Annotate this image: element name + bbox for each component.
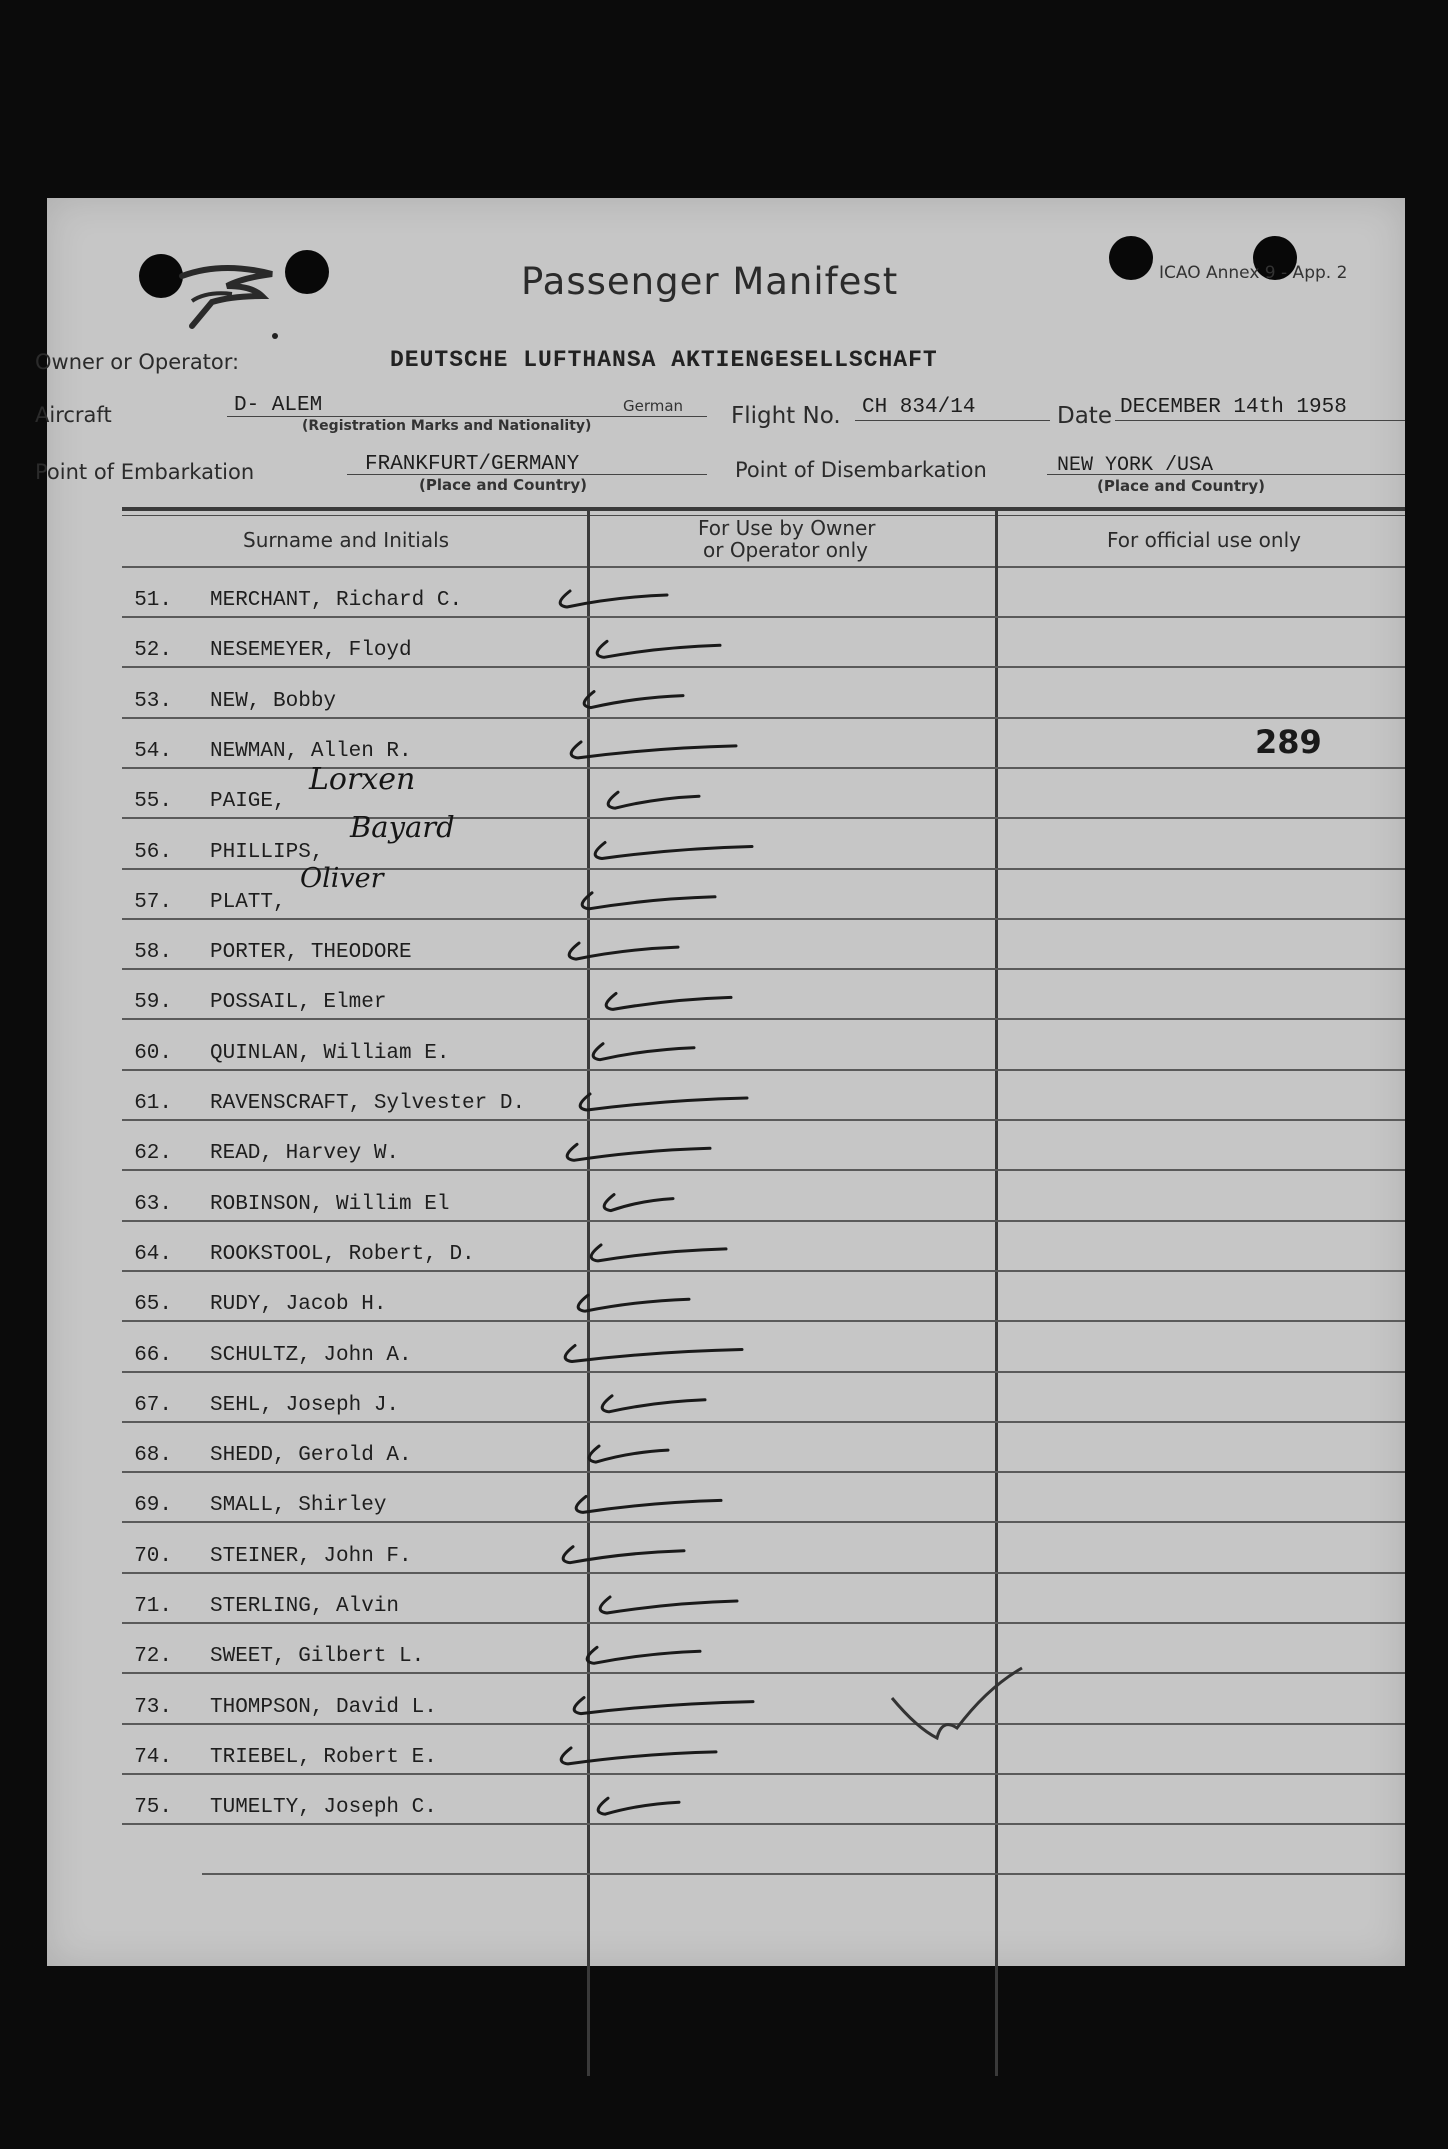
passenger-name: NEWMAN, Allen R. <box>210 739 412 763</box>
passenger-name: PHILLIPS, <box>210 840 324 864</box>
passenger-name: MERCHANT, Richard C. <box>210 589 463 612</box>
disembark-label: Point of Disembarkation <box>735 458 987 482</box>
aircraft-value: D- ALEM <box>234 394 323 417</box>
passenger-name: RAVENSCRAFT, Sylvester D. <box>210 1092 526 1115</box>
col-official-header: For official use only <box>1107 528 1301 552</box>
form-title: Passenger Manifest <box>521 260 899 303</box>
passenger-number: 56. <box>134 840 172 864</box>
passenger-name: STEINER, John F. <box>210 1544 412 1568</box>
passenger-number: 51. <box>134 589 172 612</box>
tick-mark <box>569 943 678 959</box>
col-owner-header-2: or Operator only <box>703 538 868 562</box>
tick-mark <box>571 742 736 758</box>
passenger-name: SMALL, Shirley <box>210 1494 387 1518</box>
owner-label: Owner or Operator: <box>35 350 240 374</box>
aircraft-nationality: German <box>623 397 684 415</box>
passenger-name: SHEDD, Gerold A. <box>210 1444 412 1468</box>
passenger-name: THOMPSON, David L. <box>210 1695 437 1719</box>
passenger-number: 75. <box>134 1796 172 1820</box>
passenger-number: 53. <box>134 689 172 713</box>
passenger-name: QUINLAN, William E. <box>210 1041 450 1065</box>
embark-caption: (Place and Country) <box>419 476 588 494</box>
tick-mark <box>584 692 683 708</box>
passenger-number: 68. <box>134 1444 172 1468</box>
tick-mark <box>563 1547 684 1563</box>
tick-mark <box>576 1496 721 1512</box>
tick-mark <box>561 1748 716 1764</box>
tick-mark <box>600 1597 737 1613</box>
passenger-number: 72. <box>134 1645 172 1669</box>
tick-mark <box>597 641 720 657</box>
tick-mark <box>582 893 715 909</box>
passenger-number: 65. <box>134 1293 172 1317</box>
passenger-name: PORTER, THEODORE <box>210 941 412 965</box>
passenger-number: 69. <box>134 1494 172 1518</box>
passenger-name: TRIEBEL, Robert E. <box>210 1745 437 1769</box>
passenger-name: SCHULTZ, John A. <box>210 1343 412 1367</box>
tick-marks-layer <box>47 198 1405 1966</box>
tick-mark <box>598 1798 679 1814</box>
passenger-number: 73. <box>134 1695 172 1719</box>
handwritten-platt: Oliver <box>300 863 384 894</box>
passenger-number: 54. <box>134 739 172 763</box>
tick-mark <box>587 1647 700 1663</box>
tick-mark <box>608 792 699 808</box>
col-surname-header: Surname and Initials <box>243 528 450 552</box>
aircraft-caption: (Registration Marks and Nationality) <box>302 418 592 434</box>
passenger-name: ROOKSTOOL, Robert, D. <box>210 1242 475 1266</box>
passenger-name: SWEET, Gilbert L. <box>210 1645 425 1669</box>
page-number: 289 <box>1255 723 1322 761</box>
tick-mark <box>560 591 667 607</box>
passenger-number: 57. <box>134 890 172 914</box>
tick-mark <box>593 1044 694 1060</box>
passenger-name: TUMELTY, Joseph C. <box>210 1796 437 1820</box>
handwritten-paige: Lorxen <box>309 762 416 797</box>
passenger-name: PAIGE, <box>210 790 286 814</box>
passenger-name: POSSAIL, Elmer <box>210 991 387 1015</box>
passenger-name: PLATT, <box>210 890 286 914</box>
tick-mark <box>589 1446 668 1462</box>
table-bottom-rule <box>202 1873 1405 1875</box>
passenger-name: ROBINSON, Willim El <box>210 1192 450 1216</box>
disembark-caption: (Place and Country) <box>1097 477 1266 495</box>
owner-value: DEUTSCHE LUFTHANSA AKTIENGESELLSCHAFT <box>390 347 938 373</box>
handwritten-phillips: Bayard <box>350 810 455 844</box>
tick-mark <box>602 1396 705 1412</box>
passenger-number: 67. <box>134 1393 172 1417</box>
passenger-number: 71. <box>134 1595 172 1618</box>
passenger-name: READ, Harvey W. <box>210 1142 400 1166</box>
embark-label: Point of Embarkation <box>35 460 255 484</box>
passenger-name: STERLING, Alvin <box>210 1595 400 1618</box>
passenger-name: NEW, Bobby <box>210 689 337 713</box>
passenger-number: 60. <box>134 1041 172 1065</box>
date-value: DECEMBER 14th 1958 <box>1120 396 1347 419</box>
passenger-name: RUDY, Jacob H. <box>210 1293 387 1317</box>
tick-mark <box>604 1195 673 1211</box>
passenger-name: NESEMEYER, Floyd <box>210 639 412 663</box>
tick-mark <box>580 1094 747 1110</box>
col-owner-header-1: For Use by Owner <box>698 516 876 540</box>
tick-mark <box>574 1698 753 1714</box>
embark-value: FRANKFURT/GERMANY <box>365 453 580 476</box>
aircraft-label: Aircraft <box>35 403 112 427</box>
passenger-number: 63. <box>134 1192 172 1216</box>
tick-mark <box>606 993 731 1009</box>
tick-mark <box>591 1245 726 1261</box>
passenger-number: 61. <box>134 1092 172 1115</box>
flight-value: CH 834/14 <box>862 396 976 419</box>
passenger-number: 70. <box>134 1544 172 1568</box>
passenger-number: 62. <box>134 1142 172 1166</box>
passenger-number: 59. <box>134 991 172 1015</box>
passenger-number: 74. <box>134 1745 172 1769</box>
disembark-value: NEW YORK /USA <box>1057 454 1214 477</box>
tick-mark <box>578 1295 689 1311</box>
manifest-sheet <box>35 198 1405 1966</box>
date-label: Date <box>1057 403 1112 429</box>
passenger-number: 58. <box>134 941 172 965</box>
tick-mark <box>567 1144 710 1160</box>
passenger-name: SEHL, Joseph J. <box>210 1393 400 1417</box>
passenger-number: 52. <box>134 639 172 663</box>
passenger-number: 55. <box>134 790 172 814</box>
passenger-number: 66. <box>134 1343 172 1367</box>
tick-mark <box>565 1346 742 1362</box>
icao-reference: ICAO Annex 9 - App. 2 <box>1159 263 1348 283</box>
tick-mark <box>595 843 752 859</box>
flight-label: Flight No. <box>731 403 841 429</box>
passenger-number: 64. <box>134 1242 172 1266</box>
check-mark-icon <box>887 1658 1027 1748</box>
